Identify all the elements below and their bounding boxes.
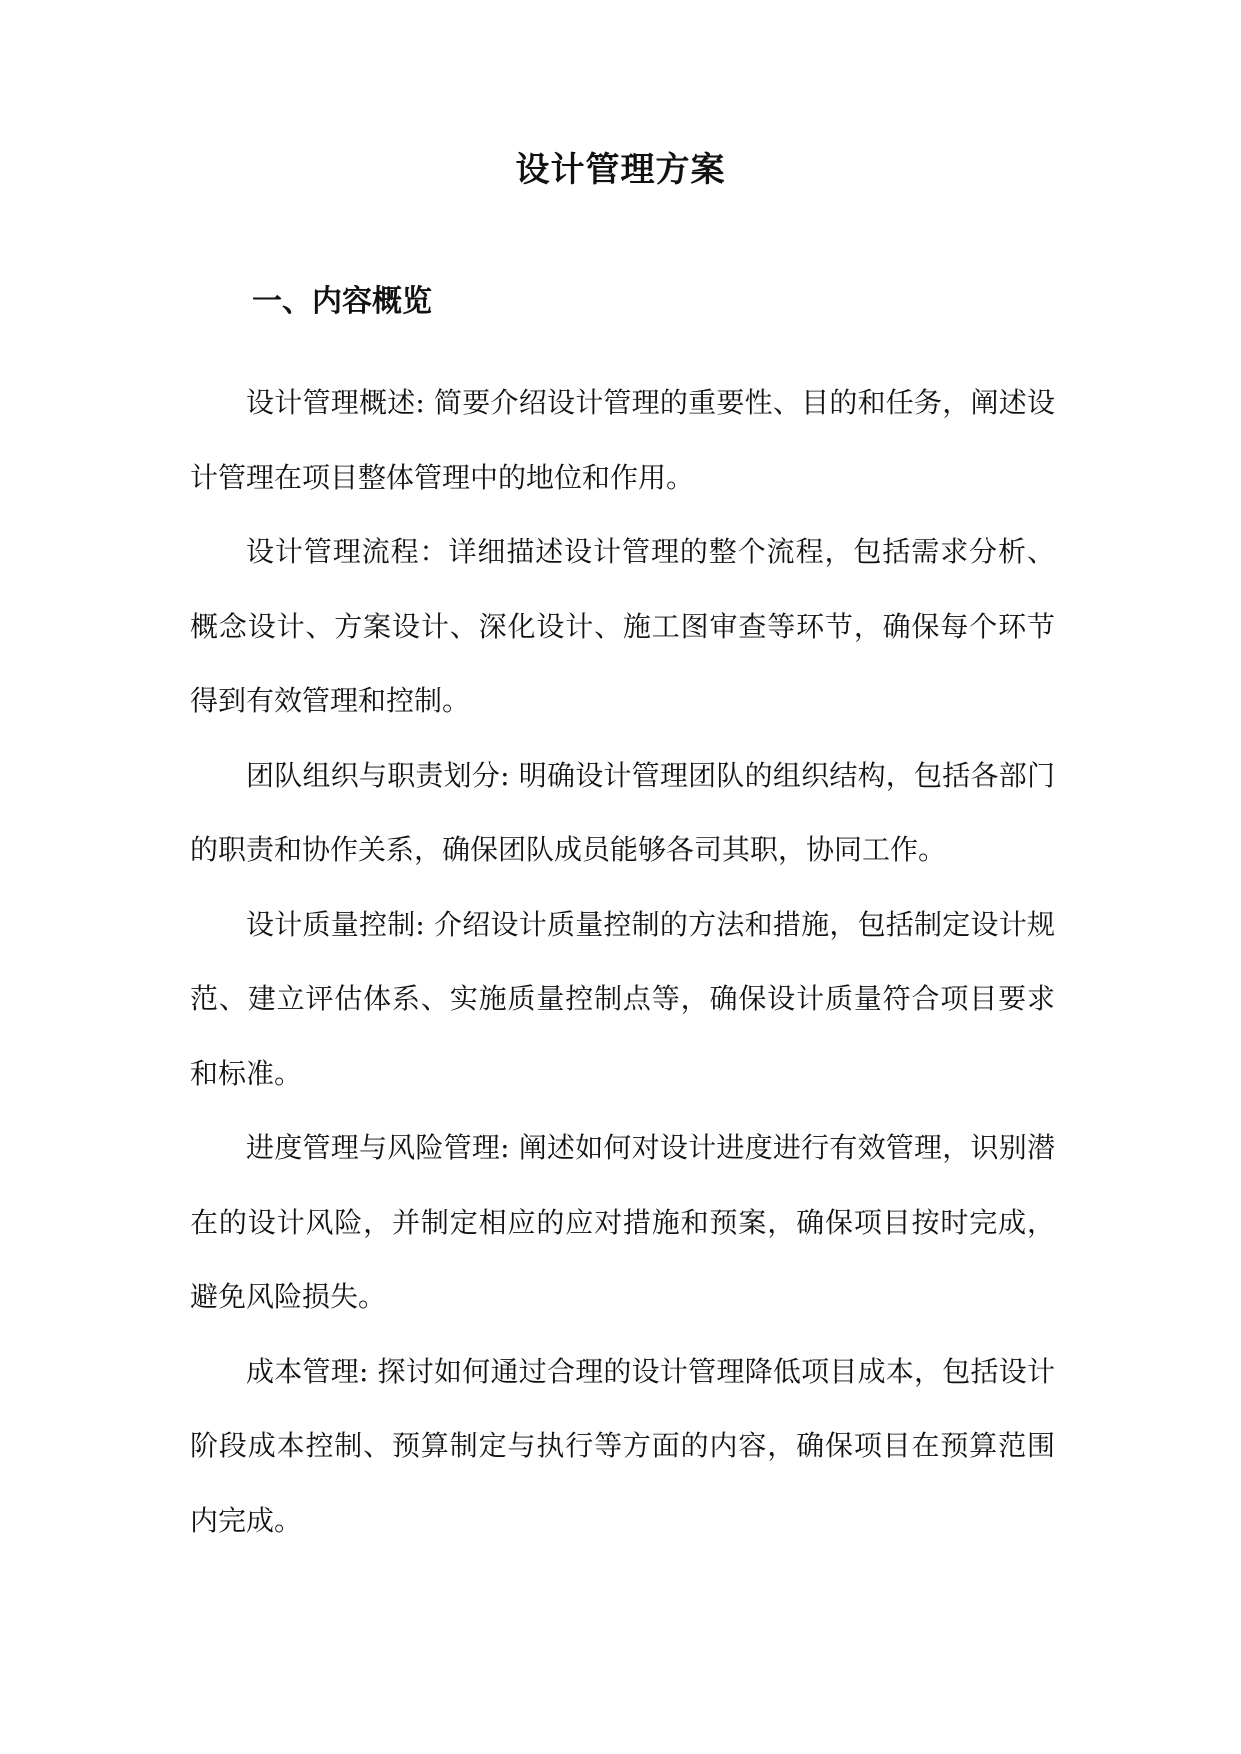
document-body (190, 366, 1055, 1558)
paragraph-schedule-risk: 进度管理与风险管理: 阐述如何对设计进度进行有效管理，识别潜在的设计风险，并制定相应的应对措施和预案，确保项目按时完成，避免风险损失。 (190, 1131, 1055, 1313)
section-heading: 一、内容概览 (252, 284, 432, 319)
document-title: 设计管理方案 (515, 150, 726, 190)
paragraph-quality: 设计质量控制: 介绍设计质量控制的方法和措施，包括制定设计规范、建立评估体系、实施质量控制点等，确保设计质量符合项目要求和标准。 (190, 907, 1055, 1090)
paragraph-overview: 设计管理概述: 简要介绍设计管理的重要性、目的和任务，阐述设计管理在项目整体管理中的地位和作用。 (190, 386, 1055, 494)
paragraph-cost: 成本管理: 探讨如何通过合理的设计管理降低项目成本，包括设计阶段成本控制、预算制定与执行等方面的内容，确保项目在预算范围内完成。 (190, 1354, 1055, 1537)
paragraph-process: 设计管理流程：详细描述设计管理的整个流程，包括需求分析、概念设计、方案设计、深化设计、施工图审查等环节，确保每个环节得到有效管理和控制。 (190, 535, 1055, 717)
paragraph-team: 团队组织与职责划分: 明确设计管理团队的组织结构，包括各部门的职责和协作关系，确保团队成员能够各司其职，协同工作。 (190, 758, 1055, 866)
